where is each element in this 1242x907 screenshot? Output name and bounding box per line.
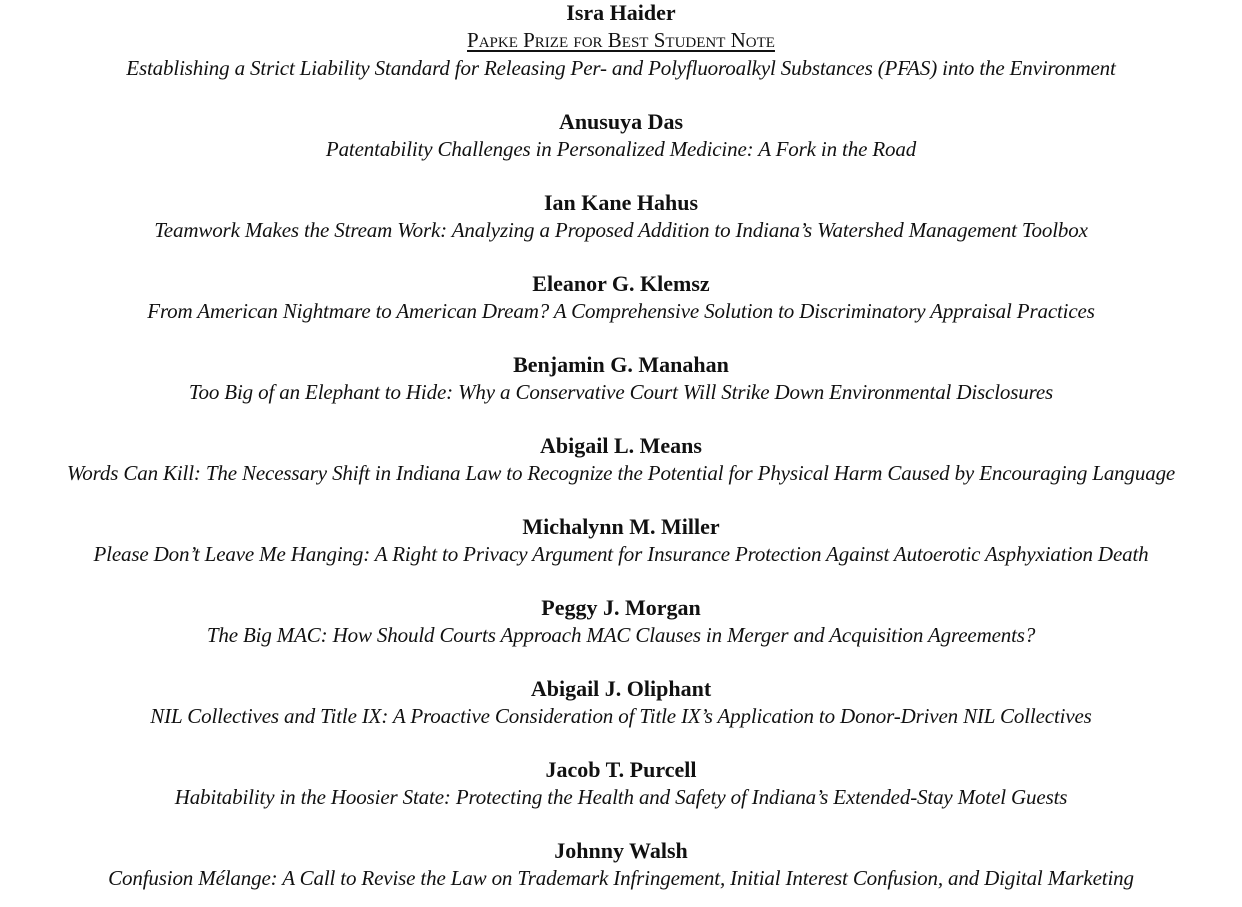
note-entry: [0, 757, 1242, 811]
author-name: Peggy J. Morgan: [541, 595, 701, 620]
note-entry: [0, 676, 1242, 730]
note-title: Patentability Challenges in Personalized Medicine: A Fork in the Road: [325, 137, 917, 161]
note-title: Establishing a Strict Liability Standard for Releasing Per- and Polyfluoroalkyl Substances (PFAS) into the Environment: [126, 56, 1116, 80]
note-title: Habitability in the Hoosier State: Protecting the Health and Safety of Indiana’s Extended-Stay Motel Guests: [174, 785, 1068, 809]
author-name: Anusuya Das: [558, 109, 684, 134]
note-title: The Big MAC: How Should Courts Approach MAC Clauses in Merger and Acquisition Agreements?: [206, 623, 1036, 647]
note-entry: [0, 0, 1242, 82]
note-title: Confusion Mélange: A Call to Revise the Law on Trademark Infringement, Initial Interest Confusion, and Digital Marketing: [108, 866, 1134, 890]
note-entry: [0, 190, 1242, 244]
note-entry: [0, 433, 1242, 487]
note-title: Too Big of an Elephant to Hide: Why a Conservative Court Will Strike Down Environmental Disclosures: [188, 380, 1054, 404]
note-entry: [0, 271, 1242, 325]
note-entry: [0, 352, 1242, 406]
note-title: Please Don’t Leave Me Hanging: A Right to Privacy Argument for Insurance Protection Against Autoerotic Asphyxiation Death: [93, 542, 1149, 566]
author-name: Ian Kane Hahus: [543, 190, 699, 215]
note-entry: [0, 838, 1242, 892]
note-title: From American Nightmare to American Dream? A Comprehensive Solution to Discriminatory Appraisal Practices: [147, 299, 1095, 323]
author-name: Abigail J. Oliphant: [530, 676, 712, 701]
author-name: Johnny Walsh: [554, 838, 688, 863]
author-name: Eleanor G. Klemsz: [532, 271, 710, 296]
author-name: Michalynn M. Miller: [522, 514, 720, 539]
author-name: Abigail L. Means: [540, 433, 702, 458]
author-name: Jacob T. Purcell: [545, 757, 697, 782]
note-entry: [0, 109, 1242, 163]
note-title: Teamwork Makes the Stream Work: Analyzing a Proposed Addition to Indiana’s Watershed Management Toolbox: [154, 218, 1088, 242]
prize-label: Papke Prize for Best Student Note: [467, 28, 775, 52]
note-title: NIL Collectives and Title IX: A Proactive Consideration of Title IX’s Application to Donor-Driven NIL Collectives: [150, 704, 1092, 728]
note-entry: [0, 514, 1242, 568]
author-name: Benjamin G. Manahan: [513, 352, 729, 377]
note-entry: [0, 595, 1242, 649]
author-name: Isra Haider: [566, 0, 676, 25]
note-title: Words Can Kill: The Necessary Shift in Indiana Law to Recognize the Potential for Physical Harm Caused by Encouraging Language: [66, 461, 1176, 485]
